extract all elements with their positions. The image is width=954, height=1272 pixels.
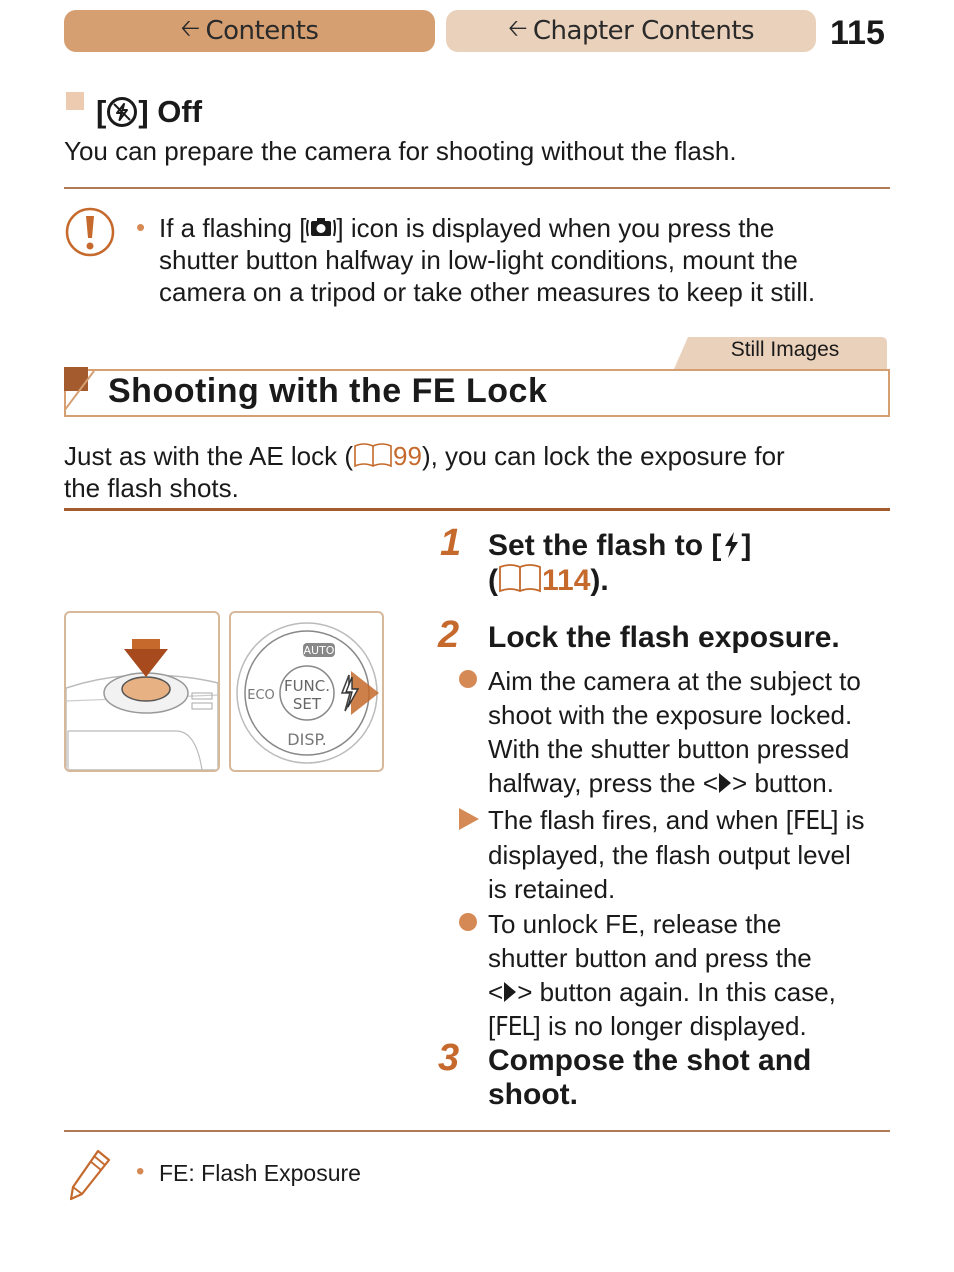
flash-off-icon <box>107 97 137 127</box>
result-arrow-icon <box>458 807 480 831</box>
fel-indicator: FEL <box>792 806 832 836</box>
step-number-3: 3 <box>438 1037 460 1079</box>
chapter-contents-label: Chapter Contents <box>532 16 755 46</box>
divider <box>64 187 890 189</box>
flash-off-heading: [ ] Off <box>96 94 203 129</box>
pencil-note-icon <box>68 1148 112 1202</box>
heading-corner-decoration <box>64 367 104 417</box>
bullet: • <box>136 212 146 242</box>
heading-square-icon <box>66 92 84 110</box>
caution-icon <box>64 206 116 258</box>
step-1-title: Set the flash to [ ] ( 114). <box>488 529 752 597</box>
bullet-circle-icon <box>458 912 478 932</box>
bullet-circle-icon <box>458 669 478 689</box>
svg-text:SET: SET <box>292 695 322 713</box>
arrow-left-icon: 🡠 <box>507 13 527 42</box>
svg-text:FUNC.: FUNC. <box>283 677 331 695</box>
book-reference-icon <box>498 563 542 593</box>
bullet: • <box>136 1158 145 1185</box>
fel-indicator: FEL <box>495 1012 534 1042</box>
page-number: 115 <box>830 14 885 52</box>
still-images-label: Still Images <box>730 338 840 361</box>
shutter-button-illustration <box>64 611 220 772</box>
book-reference-icon <box>353 442 393 468</box>
svg-text:AUTO: AUTO <box>303 644 335 657</box>
note-text: FE: Flash Exposure <box>159 1160 361 1186</box>
chapter-contents-button[interactable] <box>446 10 816 52</box>
step-number-2: 2 <box>438 614 460 656</box>
step-2-item-2: The flash fires, and when [FEL] is displayed, the flash output level is retained. <box>488 805 865 904</box>
camera-shake-icon <box>306 214 336 242</box>
flash-off-description: You can prepare the camera for shooting without the flash. <box>64 136 737 166</box>
flash-on-icon <box>721 531 741 559</box>
page-reference-link[interactable]: 99 <box>393 441 422 471</box>
caution-text: If a flashing [ ] icon is displayed when you press the shutter button halfway in low-light conditions, mount the camera on a tripod or take other measures to keep it still. <box>159 213 816 307</box>
right-arrow-button-icon <box>718 772 732 794</box>
arrow-left-icon: 🡠 <box>180 13 200 42</box>
step-3-title: Compose the shot and shoot. <box>488 1044 812 1111</box>
step-2-item-3: To unlock FE, release the shutter button and press the < > button again. In this case, [FEL] is no longer displayed. <box>488 909 836 1042</box>
divider <box>64 508 890 511</box>
right-arrow-button-icon <box>503 981 517 1003</box>
contents-label: Contents <box>205 16 319 46</box>
contents-button[interactable] <box>64 10 435 52</box>
step-number-1: 1 <box>440 522 462 564</box>
step-2-title: Lock the flash exposure. <box>488 621 840 654</box>
section-title: Shooting with the FE Lock <box>108 372 548 410</box>
section-intro: Just as with the AE lock ( 99), you can lock the exposure for the flash shots. <box>64 441 785 503</box>
page-reference-link[interactable]: 114 <box>542 564 591 597</box>
divider <box>64 1130 890 1132</box>
step-2-item-1: Aim the camera at the subject to shoot with the exposure locked. With the shutter button pressed halfway, press the < > button. <box>488 666 861 798</box>
svg-text:DISP.: DISP. <box>287 730 327 749</box>
control-dial-illustration <box>229 611 384 772</box>
svg-text:ECO: ECO <box>247 688 275 703</box>
